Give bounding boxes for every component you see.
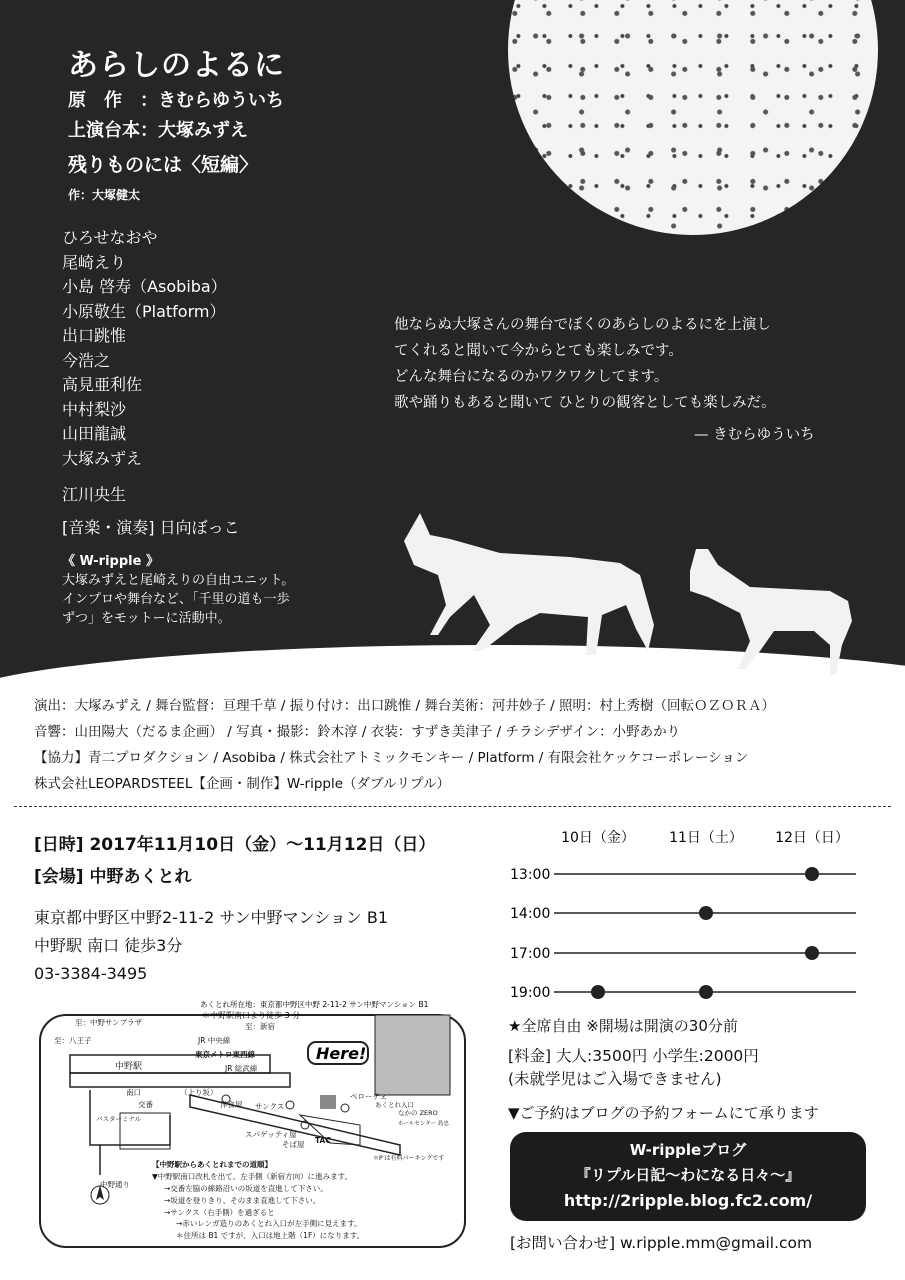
price: [料金] 大人:3500円 小学生:2000円: [508, 1047, 759, 1065]
label-hachioji: 至：八王子: [54, 1036, 92, 1045]
cast-member: 大塚みずえ: [62, 448, 143, 468]
access-line: 中野駅 南口 徒歩3分: [34, 936, 183, 955]
cast-member: 出口跳惟: [62, 326, 127, 345]
contact-email[interactable]: [お問い合わせ] w.ripple.mm@gmail.com: [510, 1234, 813, 1252]
cast-list: [62, 226, 227, 471]
play2-author: 作：大塚健太: [68, 188, 141, 202]
cast-member: 今浩之: [62, 350, 111, 370]
label-tac: TAC: [315, 1136, 331, 1145]
schedule-time-label: 14:00: [510, 906, 551, 922]
performance-dot: [591, 985, 605, 999]
staff-line: 株式会社LEOPARDSTEEL【企画・制作】W-ripple（ダブルリプル）: [34, 776, 450, 792]
schedule-time-label: 13:00: [510, 867, 551, 883]
cast-member: ひろせなおや: [62, 228, 158, 247]
performance-dot: [699, 906, 713, 920]
play1-title: あらしのよるに: [68, 48, 285, 83]
quote-line: 他ならぬ大塚さんの舞台でぼくのあらしのよるにを上演し: [394, 317, 771, 333]
label-zero-sub: ホールセンター 島忠: [398, 1121, 449, 1127]
directions-line: →坂道を登りきり、そのまま直進して下さい。: [164, 1196, 321, 1205]
building-photo: [375, 1015, 450, 1095]
unit-line: インプロや舞台など、「千里の道も一歩: [62, 592, 290, 607]
wolf-silhouette: [404, 513, 654, 655]
label-sobu: JR 総武線: [225, 1064, 258, 1073]
map-subheader: ＊中野駅南口より徒歩 3 分: [202, 1011, 301, 1020]
blog-url[interactable]: http://2ripple.blog.fc2.com/: [563, 1191, 813, 1210]
blog-box[interactable]: [510, 1132, 866, 1221]
schedule-day-label: 11日（土）: [669, 830, 743, 846]
label-nobori: （上り坂）: [180, 1088, 218, 1097]
map-header: あくとれ所在地：東京都中野区中野 2-11-2 サン中野マンション B1: [200, 1000, 429, 1009]
author-quote: [394, 312, 776, 416]
performance-schedule: [508, 822, 868, 1007]
quote-line: どんな舞台になるのかワクワクしてます。: [394, 369, 669, 385]
play2-title: 残りものには〈短編〉: [68, 154, 259, 176]
label-koban: 交番: [138, 1100, 153, 1109]
directions-line: →交番左脇の線路沿いの坂道を直進して下さい。: [164, 1184, 328, 1193]
event-venue: [会場] 中野あくとれ: [34, 867, 192, 887]
quote-author: — きむらゆういち: [694, 427, 815, 443]
directions-line: →赤いレンガ造りのあくとれ入口が左手側に見えます。: [176, 1219, 362, 1228]
moon-illustration: [508, 0, 878, 235]
schedule-time-label: 19:00: [510, 985, 551, 1001]
quote-line: 歌や踊りもあると聞いて ひとりの観客としても楽しみだ。: [394, 395, 776, 411]
staff-credits: [34, 693, 775, 797]
blog-name: W-rippleブログ: [629, 1141, 747, 1159]
event-date: [日時] 2017年11月10日（金）～11月12日（日）: [34, 835, 436, 855]
access-map: [30, 995, 470, 1251]
goat-silhouette: [690, 549, 852, 675]
label-spaghetti: スパゲッティ屋: [245, 1130, 297, 1139]
schedule-day-label: 10日（金）: [561, 830, 635, 846]
cast-member: 高見亜利佐: [62, 375, 143, 394]
quote-line: てくれると聞いて今からとても楽しみです。: [394, 343, 683, 359]
cast-member: 小島 啓寿（Asobiba）: [62, 277, 227, 296]
label-minamiguchi: 南口: [126, 1088, 141, 1097]
label-entrance: あくとれ入口: [375, 1101, 414, 1109]
entrance-marker: [320, 1095, 336, 1109]
schedule-day-label: 12日（日）: [775, 830, 849, 846]
cast-member: 尾崎えり: [62, 252, 127, 272]
play1-script: 上演台本：大塚みずえ: [68, 120, 248, 141]
staff-line: 音響：山田陽大（だるま企画） / 写真・撮影：鈴木淳 / 衣装：すずき美津子 / チラシデザイン：小野あかり: [34, 724, 681, 740]
directions-line: ＊住所は B1 ですが、入口は地上階（1F）になります。: [176, 1231, 365, 1240]
dashed-divider: [14, 806, 891, 807]
label-chuo: JR 中央線: [198, 1036, 231, 1045]
label-sobaya: そば屋: [282, 1140, 305, 1149]
staff-line: 演出：大塚みずえ / 舞台監督：亘理千草 / 振り付け：出口跳惟 / 舞台美術：河井妙子 / 照明：村上秀樹（回転ＯＺＯＲＡ）: [34, 698, 776, 714]
unit-description: [62, 552, 294, 628]
label-zero: なかの ZERO: [398, 1109, 438, 1117]
label-parking: ＊P は有料パーキングです: [373, 1155, 445, 1162]
blog-title: 『リプル日記～わになる日々～』: [575, 1166, 801, 1184]
reservation-note: ▼ご予約はブログの予約フォームにて承ります: [508, 1104, 819, 1122]
label-bus: バスターミナル: [96, 1115, 142, 1123]
performance-dot: [805, 867, 819, 881]
here-label: Here!: [316, 1044, 367, 1063]
directions-line: →サンクス（右手側）を過ぎると: [164, 1208, 275, 1217]
phone-number: 03-3384-3495: [34, 964, 148, 983]
cast-member: 小原敬生（Platform）: [62, 301, 226, 321]
cast-member: 山田龍誠: [62, 424, 127, 443]
seating-note: ★全席自由 ※開場は開演の30分前: [508, 1017, 738, 1035]
directions-line: 【中野駅からあくとれまでの道順】: [152, 1160, 272, 1169]
directions-line: ▼中野駅南口改札を出て、左手側（新宿方向）に進みます。: [152, 1172, 353, 1181]
wolf-and-goat-silhouette: [390, 505, 860, 675]
staff-line: 【協力】青二プロダクション / Asobiba / 株式会社アトミックモンキー / Platform / 有限会社ケッケコーポレーション: [34, 750, 749, 766]
performance-dot: [805, 946, 819, 960]
cast-member: 中村梨沙: [62, 399, 127, 419]
label-suncus: サンクス: [255, 1102, 285, 1111]
label-metro: 東京メトロ東西線: [195, 1050, 255, 1059]
label-yoshokuya: 洋食屋: [220, 1100, 243, 1109]
label-station: 中野駅: [115, 1062, 143, 1072]
unit-line: 大塚みずえと尾崎えりの自由ユニット。: [62, 573, 295, 588]
schedule-time-label: 17:00: [510, 946, 551, 962]
unit-line: ずつ」をモットーに活動中。: [62, 611, 231, 626]
label-perroche: ペローチェ: [350, 1092, 388, 1101]
play1-author: 原 作 ：きむらゆういち: [68, 90, 284, 111]
price-note: (未就学児はご入場できません): [508, 1070, 722, 1088]
music-credit: [音楽・演奏] 日向ぼっこ: [62, 518, 240, 537]
label-nakanodori: 中野通り: [100, 1180, 130, 1189]
performance-dot: [699, 985, 713, 999]
unit-heading: 《 W-ripple 》: [62, 554, 159, 569]
label-shinjuku: 至：新宿: [245, 1022, 275, 1031]
address-line: 東京都中野区中野2-11-2 サン中野マンション B1: [34, 908, 389, 927]
cast-extra: 江川央生: [62, 485, 127, 504]
label-sunplaza: 至：中野サンプラザ: [75, 1018, 143, 1027]
venue-address: [34, 904, 388, 988]
